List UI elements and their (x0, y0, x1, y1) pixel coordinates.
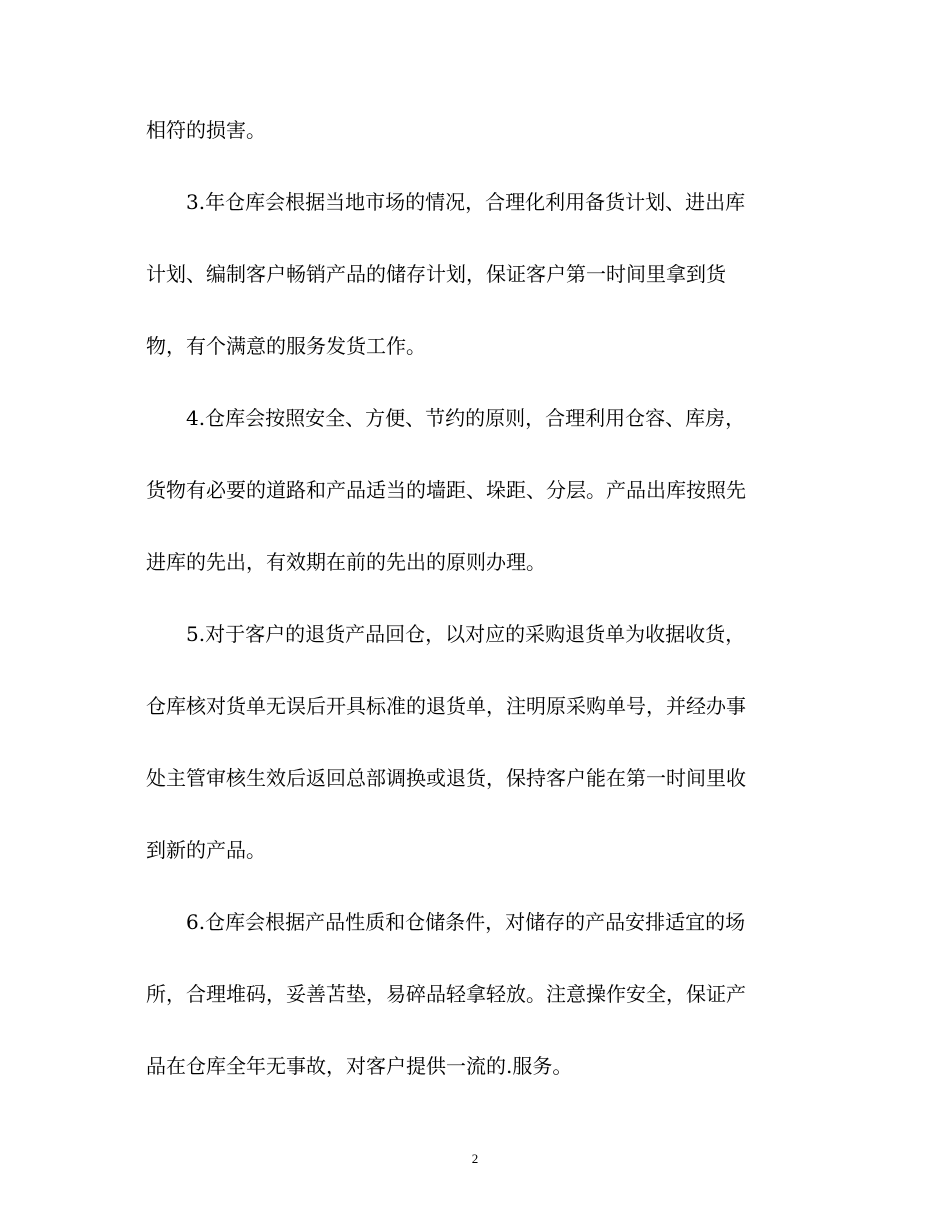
text-line: 品在仓库全年无事故，对客户提供一流的.服务。 (146, 1054, 573, 1078)
text-line: 仓库核对货单无误后开具标准的退货单，注明原采购单号，并经办事 (146, 694, 746, 718)
paragraph-line: 4.仓库会按照安全、方便、节约的原则，合理利用仓容、库房， (186, 406, 746, 430)
page-number: 2 (471, 1151, 479, 1166)
text-line: 物，有个满意的服务发货工作。 (146, 334, 426, 358)
text-line: 相符的损害。 (146, 118, 266, 142)
paragraph-line: 6.仓库会根据产品性质和仓储条件，对储存的产品安排适宜的场 (186, 910, 746, 934)
text-line: 处主管审核生效后返回总部调换或退货，保持客户能在第一时间里收 (146, 766, 746, 790)
paragraph-line: 5.对于客户的退货产品回仓，以对应的采购退货单为收据收货， (186, 622, 746, 646)
text-line: 计划、编制客户畅销产品的储存计划，保证客户第一时间里拿到货 (146, 262, 726, 286)
body-text (146, 118, 806, 1126)
text-line: 到新的产品。 (146, 838, 266, 862)
text-line: 进库的先出，有效期在前的先出的原则办理。 (146, 550, 546, 574)
paragraph-line: 3.年仓库会根据当地市场的情况，合理化利用备货计划、进出库 (186, 190, 746, 214)
text-line: 货物有必要的道路和产品适当的墙距、垛距、分层。产品出库按照先 (146, 478, 746, 502)
text-line: 所，合理堆码，妥善苫垫，易碎品轻拿轻放。注意操作安全，保证产 (146, 982, 746, 1006)
